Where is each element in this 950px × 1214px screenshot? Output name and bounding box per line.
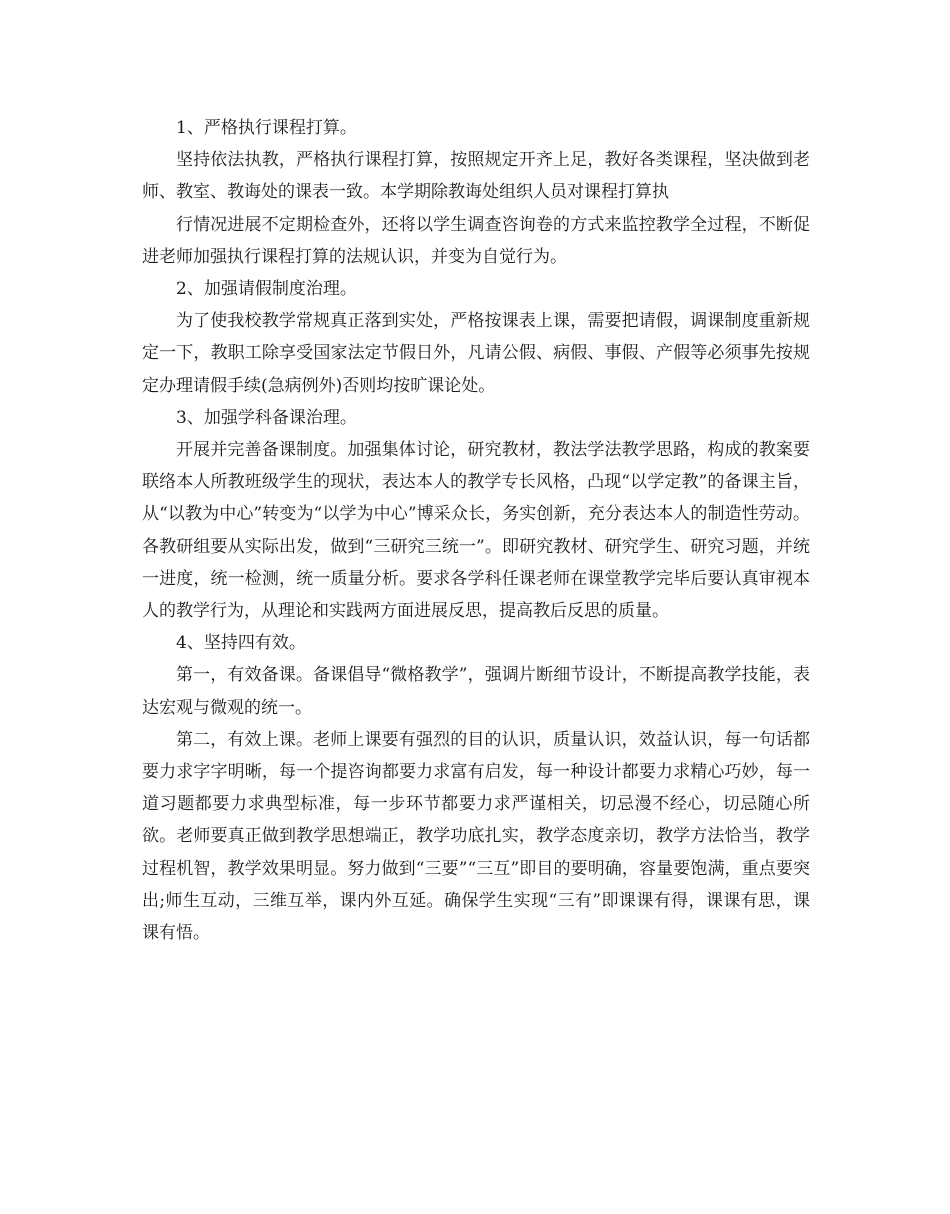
paragraph-4b: 第二，有效上课。老师上课要有强烈的目的认识，质量认识，效益认识，每一句话都要力求字字明晰，每一个提咨询都要力求富有启发，每一种设计都要力求精心巧妙，每一道习题都要力求典型标准，每一步环节都要力求严谨相关，切忌漫不经心，切忌随心所欲。老师要真正做到教学思想端正，教学功底扎实，教学态度亲切，教学方法恰当，教学过程机智，教学效果明显。努力做到“三要”“三互”即目的要明确，容量要饱满，重点要突出;师生互动，三维互举，课内外互延。确保学生实现“三有”即课课有得，课课有思，课课有悟。 [142, 729, 810, 944]
heading-2: 2、加强请假制度治理。 [176, 279, 357, 300]
paragraph-1a: 坚持依法执教，严格执行课程打算，按照规定开齐上足，教好各类课程，坚决做到老师、教室、教诲处的课表一致。本学期除教诲处组织人员对课程打算执 [142, 150, 810, 203]
paragraph-2: 为了使我校教学常规真正落到实处，严格按课表上课，需要把请假，调课制度重新规定一下，教职工除享受国家法定节假日外，凡请公假、病假、事假、产假等必须事先按规定办理请假手续(急病例外)否则均按旷课论处。 [142, 311, 810, 396]
document-body [142, 112, 810, 949]
paragraph-3: 开展并完善备课制度。加强集体讨论，研究教材，教法学法教学思路，构成的教案要联络本人所教班级学生的现状，表达本人的教学专长风格，凸现“以学定教”的备课主旨，从“以教为中心”转变为“以学为中心”博采众长，务实创新，充分表达本人的制造性劳动。各教研组要从实际出发，做到“三研究三统一”。即研究教材、研究学生、研究习题，并统一进度，统一检测，统一质量分析。要求各学科任课老师在课堂教学完毕后要认真审视本人的教学行为，从理论和实践两方面进展反思，提高教后反思的质量。 [142, 440, 810, 622]
heading-3: 3、加强学科备课治理。 [176, 407, 357, 428]
paragraph-1b: 行情况进展不定期检查外，还将以学生调查咨询卷的方式来监控教学全过程，不断促进老师加强执行课程打算的法规认识，并变为自觉行为。 [142, 214, 810, 267]
paragraph-4a: 第一，有效备课。备课倡导“微格教学”，强调片断细节设计，不断提高教学技能，表达宏观与微观的统一。 [142, 665, 810, 718]
heading-1: 1、严格执行课程打算。 [176, 118, 357, 138]
heading-4: 4、坚持四有效。 [176, 633, 306, 654]
